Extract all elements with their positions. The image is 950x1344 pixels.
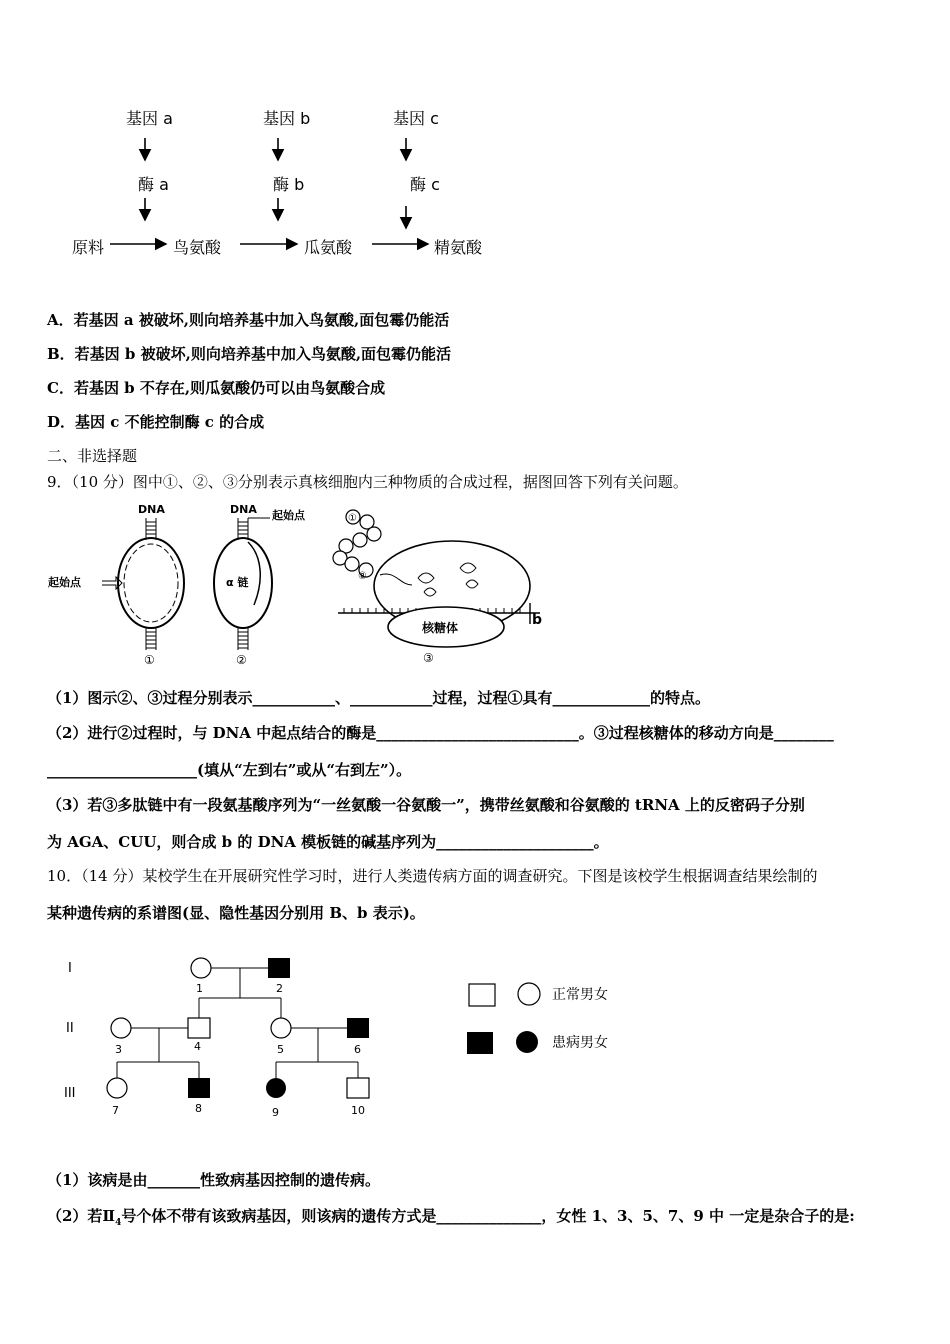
alpha-chain-label: α 链 xyxy=(226,576,249,589)
generation-III-label: III xyxy=(64,1086,76,1101)
individual-9-female-affected xyxy=(266,1078,286,1098)
individual-7-female-normal xyxy=(107,1078,127,1098)
process-1-number: ① xyxy=(144,653,155,667)
id-1: 1 xyxy=(196,982,203,995)
q10-sub2-subscript: 4 xyxy=(115,1218,122,1228)
legend-affected-label: 患病男女 xyxy=(552,1035,608,1051)
individual-8-male-affected xyxy=(188,1078,210,1098)
q9-figure xyxy=(40,500,560,670)
q9-sub3b: 为 AGA、CUU，则合成 b 的 DNA 模板链的碱基序列为_____________________。 xyxy=(47,833,609,851)
q10-stem-line2: 某种遗传病的系谱图(显、隐性基因分别用 B、b 表示)。 xyxy=(47,904,425,922)
id-10: 10 xyxy=(351,1104,365,1117)
individual-5-female-normal xyxy=(271,1018,291,1038)
q10-stem-line1: 10．（14 分）某校学生在开展研究性学习时，进行人类遗传病方面的调查研究。下图是该校学生根据调查结果绘制的 xyxy=(47,867,818,885)
q10-sub2-post: 号个体不带有该致病基因，则该病的遗传方式是______________，女性 1、3、5、7、9 中 一定是杂合子的是: xyxy=(121,1207,855,1225)
q9-sub3a: （3）若③多肽链中有一段氨基酸序列为“一丝氨酸一谷氨酸一”，携带丝氨酸和谷氨酸的 tRNA 上的反密码子分别 xyxy=(47,796,805,814)
option-d: D．基因 c 不能控制酶 c 的合成 xyxy=(47,413,265,431)
process-3-number: ③ xyxy=(423,651,434,665)
individual-1-female-normal xyxy=(191,958,211,978)
id-3: 3 xyxy=(115,1043,122,1056)
dna-label-2: DNA xyxy=(230,503,257,516)
enzyme-c-label: 酶 c xyxy=(410,175,440,194)
individual-10-male-normal xyxy=(347,1078,369,1098)
individual-6-male-affected xyxy=(347,1018,369,1038)
chain-start-label: ① xyxy=(348,513,357,524)
option-b: B．若基因 b 被破坏,则向培养基中加入鸟氨酸,面包霉仍能活 xyxy=(47,345,452,363)
gene-b-label: 基因 b xyxy=(263,109,311,128)
id-4: 4 xyxy=(194,1040,201,1053)
pedigree-chart xyxy=(0,940,700,1130)
q10-sub2 xyxy=(47,1206,855,1233)
legend-affected-female-icon xyxy=(516,1031,538,1053)
id-9: 9 xyxy=(272,1106,279,1119)
q9-sub2a: （2）进行②过程时，与 DNA 中起点结合的酶是___________________________。③过程核糖体的移动方向是________ xyxy=(47,724,834,742)
origin-label-left: 起始点 xyxy=(48,576,81,589)
q9-sub1: （1）图示②、③过程分别表示___________、___________过程，过程①具有_____________的特点。 xyxy=(47,689,710,707)
raw-material-label: 原料 xyxy=(72,238,105,257)
q9-sub2b: ____________________(填从“左到右”或从“右到左”）。 xyxy=(47,761,412,779)
q10-sub1: （1）该病是由_______性致病基因控制的遗传病。 xyxy=(47,1171,380,1189)
generation-I-label: I xyxy=(68,961,72,976)
q10-sub2-pre: （2）若Ⅱ xyxy=(47,1207,116,1225)
dna-ladder-top-1 xyxy=(146,522,156,538)
citrulline-label: 瓜氨酸 xyxy=(304,238,353,257)
pathway-arrows xyxy=(0,0,520,270)
id-7: 7 xyxy=(112,1104,119,1117)
process-2-number: ② xyxy=(236,653,247,667)
legend-normal-male-icon xyxy=(469,984,495,1006)
legend-normal-label: 正常男女 xyxy=(552,987,608,1003)
individual-4-male-normal xyxy=(188,1018,210,1038)
dna-label-1: DNA xyxy=(138,503,165,516)
arginine-label: 精氨酸 xyxy=(434,238,483,257)
section-title: 二、非选择题 xyxy=(47,447,138,465)
individual-2-male-affected xyxy=(268,958,290,978)
generation-II-label: II xyxy=(66,1021,74,1036)
origin-label-right: 起始点 xyxy=(272,509,305,522)
option-c: C．若基因 b 不存在,则瓜氨酸仍可以由鸟氨酸合成 xyxy=(47,379,386,397)
option-a: A．若基因 a 被破坏,则向培养基中加入鸟氨酸,面包霉仍能活 xyxy=(47,311,450,329)
legend-affected-male-icon xyxy=(467,1032,493,1054)
replication-bubble xyxy=(118,538,184,628)
label-b: b xyxy=(532,612,543,628)
gene-c-label: 基因 c xyxy=(393,109,439,128)
legend-normal-female-icon xyxy=(518,983,540,1005)
id-8: 8 xyxy=(195,1102,202,1115)
individual-3-female-normal xyxy=(111,1018,131,1038)
ribosome-label: 核糖体 xyxy=(422,621,459,635)
id-5: 5 xyxy=(277,1043,284,1056)
enzyme-b-label: 酶 b xyxy=(273,175,305,194)
enzyme-a-label: 酶 a xyxy=(138,175,169,194)
gene-a-label: 基因 a xyxy=(126,109,173,128)
id-2: 2 xyxy=(276,982,283,995)
label-8: ⑧ xyxy=(358,571,367,582)
ornithine-label: 鸟氨酸 xyxy=(173,238,222,257)
id-6: 6 xyxy=(354,1043,361,1056)
q9-stem: 9．（10 分）图中①、②、③分别表示真核细胞内三种物质的合成过程，据图回答下列有关问题。 xyxy=(47,473,688,491)
